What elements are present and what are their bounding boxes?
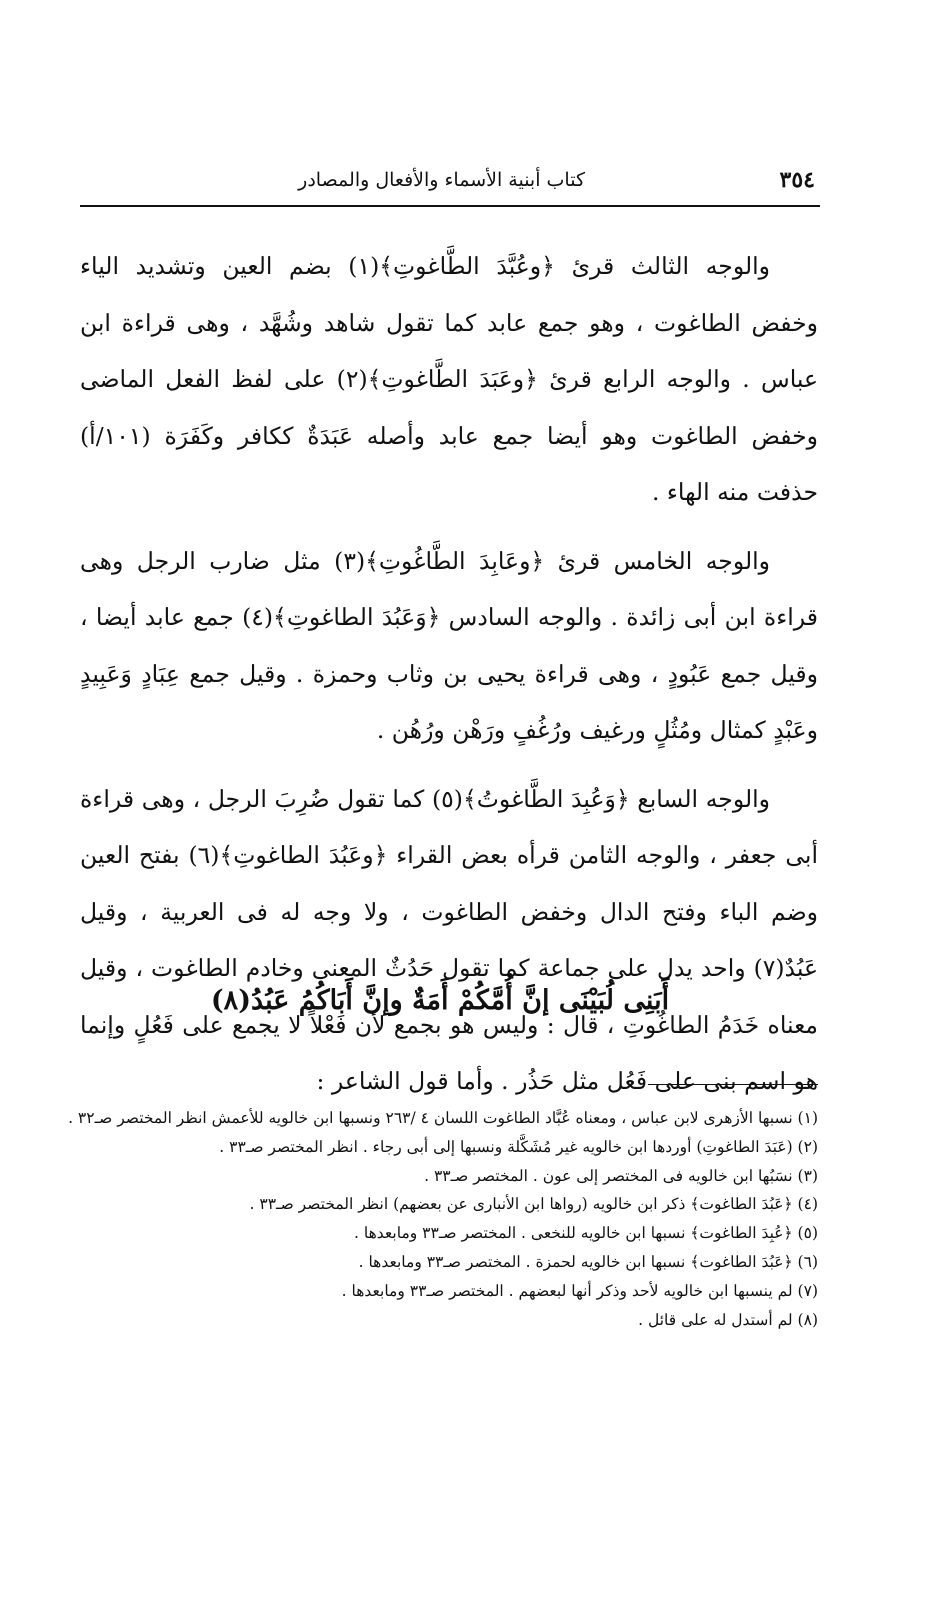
footnote: (٧) لم ينسبها ابن خالويه لأحد وذكر أنها لبعضهم . المختصر صـ٣٣ ومابعدها . [341, 1281, 818, 1300]
footnote: (٣) نسَبُها ابن خالويه فى المختصر إلى عون . المختصر صـ٣٣ . [424, 1166, 818, 1185]
page-header [80, 163, 815, 203]
footnote: (٢) (عَبَدَ الطاغوتِ) أوردها ابن خالويه غير مُشَكَّلة ونسبها إلى أبى رجاء . انظر المختصر صـ٣٣ . [219, 1137, 818, 1156]
footnote: (٤) ﴿عَبُدَ الطاغوت﴾ ذكر ابن خالويه (رواها ابن الأنبارى عن بعضهم) انظر المختصر صـ٣٣ . [249, 1195, 818, 1214]
footnote: (٥) ﴿عُبِدَ الطاغوت﴾ نسبها ابن خالويه للنخعى . المختصر صـ٣٣ ومابعدها . [354, 1224, 818, 1243]
footnote: (٦) ﴿عَبُدَ الطاغوت﴾ نسبها ابن خالويه لحمزة . المختصر صـ٣٣ ومابعدها . [358, 1252, 818, 1271]
poetry-verse: أَبَنِى لُبَيْنَى إنَّ أُمَّكُمْ أَمَةٌ وإنَّ أَبَاكُمُ عَبُدُ(٨) [210, 985, 670, 1016]
paragraph: والوجه السابع ﴿وَعُبِدَ الطَّاغوتُ﴾(٥) كما تقول ضُرِبَ الرجل ، وهى قراءة أبى جعفر ، والوجه الثامن قرأه بعض القراء ﴿وعَبُدَ الطاغوتِ﴾(٦) بفتح العين وضم الباء وفتح الدال وخفض الطاغوت ، ولا وجه له فى العربية ، وقيل عَبُدٌ(٧) واحد يدل على جماعة كما تقول حَدُثٌ المعنى وخادم الطاغوت ، وقيل معناه خَدَمُ الطاغُوتِ ، قال : وليس هو بجمع لأن فَعْلاً لا يجمع على فَعُلٍ وإنما هو اسم بنى على فَعُل مثل حَذُر . وأما قول الشاعر : [80, 784, 818, 1095]
paragraph: والوجه الثالث قرئ ﴿وعُبَّدَ الطَّاغوتِ﴾(١) بضم العين وتشديد الياء وخفض الطاغوت ، وهو جمع عابد كما تقول شاهد وشُهَّد ، وهى قراءة ابن عباس . والوجه الرابع قرئ ﴿وعَبَدَ الطَّاغوتِ﴾(٢) على لفظ الفعل الماضى وخفض الطاغوت وهو أيضا جمع عابد وأصله عَبَدَةٌ ككافر وكَفَرَة (١٠١/أ) حذفت منه الهاء . [80, 252, 818, 506]
header-rule [80, 205, 820, 207]
footnote: (١) نسبها الأزهرى لابن عباس ، ومعناه عُبَّاد الطاغوت اللسان ٤ /٢٦٣ ونسبها ابن خالويه للأعمش انظر المختصر صـ٣٢ . [68, 1109, 818, 1127]
footnote: (٨) لم أستدل له على قائل . [638, 1310, 818, 1329]
footnotes [68, 1104, 818, 1334]
footnote-rule [648, 1084, 818, 1085]
page-number: ٣٥٤ [779, 167, 815, 193]
running-title: كتاب أبنية الأسماء والأفعال والمصادر [298, 169, 585, 191]
paragraph: والوجه الخامس قرئ ﴿وعَابِدَ الطَّاغُوتِ﴾(٣) مثل ضارب الرجل وهى قراءة ابن أبى زائدة . والوجه السادس ﴿وَعَبُدَ الطاغوتِ﴾(٤) جمع عابد أيضا ، وقيل جمع عَبُودٍ ، وهى قراءة يحيى بن وثاب وحمزة . وقيل جمع عِبَادٍ وَعَبِيدٍ وعَبْدٍ كمثال ومُثُلٍ ورغيف ورُغُفٍ ورَهْن ورُهُن . [80, 546, 818, 744]
